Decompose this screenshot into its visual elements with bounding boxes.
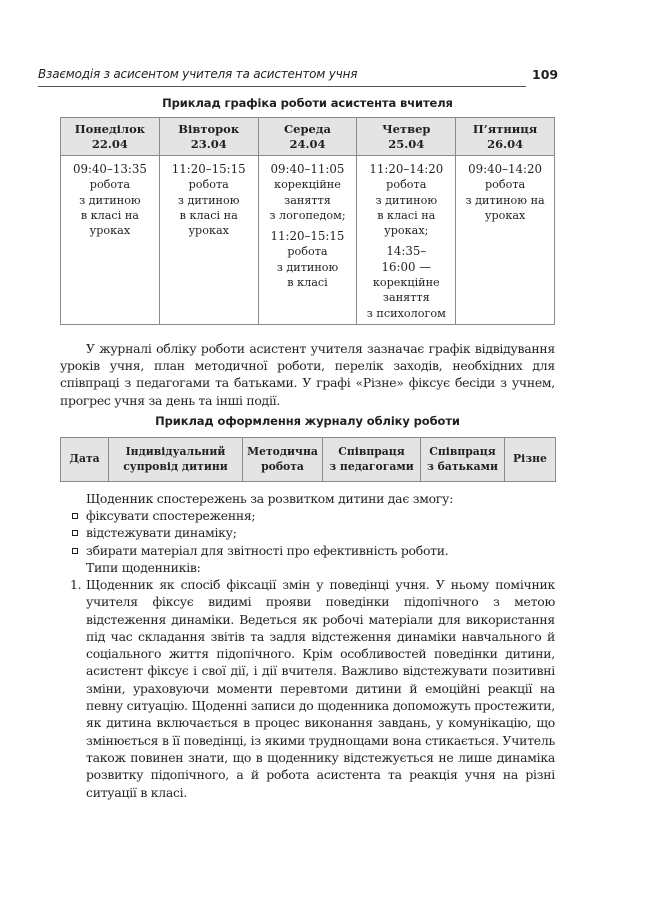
diary-section bbox=[60, 490, 555, 576]
journal-header-date bbox=[61, 438, 109, 482]
diary-intro: Щоденник спостережень за розвитком дитини дає змогу: bbox=[86, 491, 454, 506]
schedule-header-row bbox=[61, 118, 555, 156]
day-name: Середа bbox=[284, 122, 331, 136]
time-range: 09:40–14:20 bbox=[468, 162, 543, 176]
day-date: 23.04 bbox=[190, 137, 227, 151]
time-range: 16:00 — bbox=[381, 259, 432, 274]
schedule-table-caption: Приклад графіка роботи асистента вчителя bbox=[162, 96, 453, 110]
cell-line: з дитиною bbox=[79, 193, 141, 207]
square-bullet-icon bbox=[72, 513, 78, 519]
time-range: 11:20–15:15 bbox=[270, 229, 345, 244]
diary-types-heading: Типи щоденників: bbox=[86, 559, 201, 575]
journal-header-methodical-work bbox=[243, 438, 323, 482]
cell-line: з дитиною bbox=[375, 193, 438, 207]
schedule-cell-thursday bbox=[357, 156, 456, 325]
cell-line: робота bbox=[287, 245, 328, 259]
day-date: 25.04 bbox=[388, 137, 425, 151]
page-number: 109 bbox=[532, 67, 559, 82]
running-header bbox=[38, 66, 526, 87]
header-line: Методична bbox=[247, 445, 318, 458]
schedule-table bbox=[60, 117, 555, 325]
day-date: 24.04 bbox=[289, 137, 326, 151]
cell-line: з логопедом; bbox=[269, 208, 346, 222]
time-range: 09:40–13:35 bbox=[72, 162, 147, 176]
cell-line: робота bbox=[484, 178, 526, 192]
bullet-text: збирати матеріал для звітності про ефективність роботи. bbox=[86, 542, 449, 558]
cell-line: в класі на bbox=[179, 208, 238, 222]
journal-header-misc bbox=[505, 438, 556, 482]
cell-line: уроках bbox=[89, 224, 131, 238]
cell-line: корекційне bbox=[372, 276, 440, 290]
cell-line: з дитиною bbox=[177, 193, 240, 207]
cell-line: корекційне bbox=[274, 178, 341, 192]
day-name: Понеділок bbox=[74, 122, 146, 136]
cell-line: в класі на bbox=[377, 208, 436, 222]
list-item-text: Щоденник як спосіб фіксації змін у поведінці учня. У ньому помічник учителя фіксує видимі прояви поведінки підопічного з метою відстеження динаміки. Ведеться як робочі матеріали для використання під час складання звітів та задля відстеження динаміки навчального й соціального життя підопічного. Крім особливостей поведінки дитини, асистент фіксує і свої дії, і дії вчителя. Важливо відстежувати позитивні зміни, ураховуючи моменти перевтоми дитини й емоційні реакції на певну ситуацію. Щоденні записи до щоденника допоможуть простежити, як дитина включається в процес виконання завдань, у комунікацію, що змінюється в її поведінці, із якими труднощами вона стикається. Учитель також повинен знати, що в щоденнику відстежується не лише динаміка розвитку підопічного, а й робота асистента та реакція учня на різні ситуації в класі. bbox=[86, 577, 555, 800]
journal-header-individual-support bbox=[109, 438, 243, 482]
day-name: П’ятниця bbox=[472, 122, 538, 136]
time-range: 11:20–14:20 bbox=[369, 162, 444, 176]
cell-line: в класі на bbox=[80, 208, 139, 222]
cell-line: робота bbox=[188, 178, 229, 192]
bullet-text: відстежувати динаміку; bbox=[86, 525, 237, 541]
header-line: Співпраця bbox=[429, 445, 496, 458]
cell-line: робота bbox=[386, 178, 427, 192]
journal-header-row bbox=[61, 438, 556, 482]
cell-line: уроках bbox=[188, 224, 229, 238]
cell-line: заняття bbox=[382, 291, 430, 305]
header-line: Різне bbox=[513, 452, 547, 466]
cell-line: з психологом bbox=[366, 306, 446, 320]
cell-line: уроках bbox=[484, 208, 526, 222]
cell-line: уроках; bbox=[384, 224, 429, 238]
journal-table-caption: Приклад оформлення журналу обліку роботи bbox=[155, 414, 460, 428]
bullet-item bbox=[60, 524, 555, 541]
square-bullet-icon bbox=[72, 548, 78, 554]
running-title: Взаємодія з асисентом учителя та асистентом учня bbox=[38, 67, 358, 81]
header-line: робота bbox=[261, 459, 304, 473]
cell-line: з дитиною на bbox=[465, 193, 545, 207]
cell-line: в класі bbox=[287, 276, 328, 290]
journal-header-teachers-cooperation bbox=[323, 438, 421, 482]
time-range: 14:35– bbox=[386, 244, 427, 259]
header-line: з педагогами bbox=[329, 459, 414, 473]
journal-table bbox=[60, 437, 556, 482]
bullet-item bbox=[60, 507, 555, 524]
cell-line: з дитиною bbox=[276, 260, 339, 274]
day-date: 22.04 bbox=[91, 137, 128, 151]
square-bullet-icon bbox=[72, 530, 78, 536]
journal-paragraph: У журналі обліку роботи асистент учителя зазначає графік відвідування уроків учня, план методичної роботи, перелік заходів, необхідних для співпраці з педагогами та батьками. У графі «Різне» фіксує бесіди з учнем, прогрес учня за день та інші події. bbox=[60, 341, 555, 408]
day-date: 26.04 bbox=[487, 137, 524, 151]
list-number: 1. bbox=[70, 577, 82, 592]
bullet-item bbox=[60, 542, 555, 559]
schedule-header-thursday bbox=[357, 118, 456, 156]
schedule-cell-friday bbox=[456, 156, 555, 325]
bullet-text: фіксувати спостереження; bbox=[86, 508, 256, 524]
header-line: Дата bbox=[69, 452, 100, 466]
time-range: 11:20–15:15 bbox=[171, 162, 246, 176]
day-name: Четвер bbox=[382, 122, 431, 136]
numbered-list-item bbox=[60, 576, 555, 801]
header-line: супровід дитини bbox=[123, 459, 228, 473]
schedule-header-monday bbox=[61, 118, 160, 156]
cell-line: робота bbox=[89, 178, 131, 192]
schedule-header-wednesday bbox=[258, 118, 357, 156]
journal-header-parents-cooperation bbox=[421, 438, 505, 482]
schedule-cell-tuesday bbox=[159, 156, 258, 325]
schedule-body-row bbox=[61, 156, 555, 325]
schedule-cell-wednesday bbox=[258, 156, 357, 325]
schedule-header-friday bbox=[456, 118, 555, 156]
time-range: 09:40–11:05 bbox=[270, 162, 345, 176]
cell-line: заняття bbox=[284, 193, 331, 207]
schedule-cell-monday bbox=[61, 156, 160, 325]
day-name: Вівторок bbox=[178, 122, 240, 136]
header-line: Індивідуальний bbox=[125, 445, 226, 458]
header-line: з батьками bbox=[426, 459, 499, 473]
header-line: Співпраця bbox=[338, 445, 405, 458]
schedule-header-tuesday bbox=[159, 118, 258, 156]
